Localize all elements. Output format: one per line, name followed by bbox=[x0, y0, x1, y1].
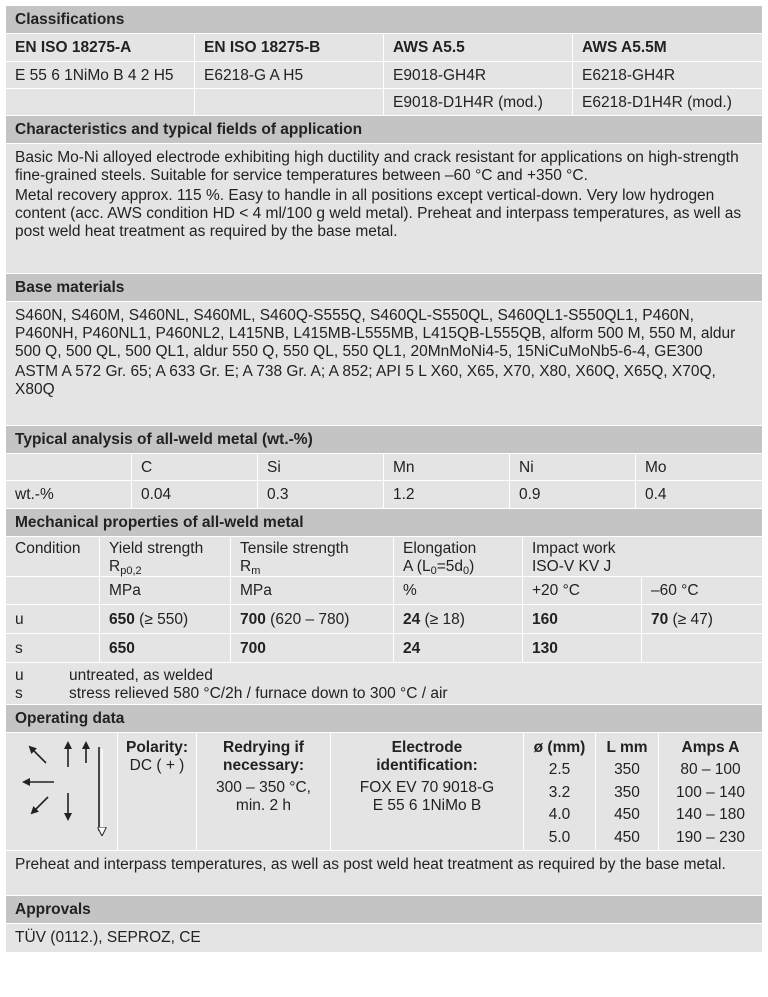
classifications-row-2 bbox=[6, 89, 762, 116]
amps-3: 140 – 180 bbox=[676, 806, 745, 823]
mech-u-ts-val: 700 bbox=[240, 611, 266, 628]
class-r2-c2 bbox=[195, 89, 384, 116]
electrode-id-cell bbox=[331, 733, 524, 851]
polarity-value: DC ( + ) bbox=[129, 757, 185, 774]
mech-h-tensile bbox=[231, 537, 394, 577]
mech-u-ts bbox=[231, 605, 394, 634]
characteristics-paragraph-2: Metal recovery approx. 115 %. Easy to handle in all positions except vertical-down. Very low hydrogen content (acc. AWS condition HD < 4 ml/100 g weld metal). Preheat and interpass temperatures, as well as post weld heat treatment as required by the base metal. bbox=[15, 187, 742, 240]
mech-u-temp1: +20 °C bbox=[523, 577, 642, 605]
mech-u-i20-val: 160 bbox=[532, 611, 558, 628]
analysis-el-mn: Mn bbox=[384, 454, 510, 481]
analysis-elements-row bbox=[6, 454, 762, 481]
polarity-cell bbox=[118, 733, 197, 851]
mech-s-ys-val: 650 bbox=[109, 640, 135, 657]
length-header: L mm bbox=[606, 739, 648, 756]
electrode-label-1: Electrode bbox=[391, 739, 463, 756]
length-1: 350 bbox=[614, 761, 640, 778]
amps-4: 190 – 230 bbox=[676, 828, 745, 846]
analysis-el-mo: Mo bbox=[636, 454, 762, 481]
base-materials-body bbox=[6, 302, 762, 426]
mech-u-blank bbox=[6, 577, 100, 605]
redrying-cell bbox=[197, 733, 331, 851]
mech-h-elong-sub1: 0 bbox=[463, 565, 470, 577]
analysis-val-c: 0.04 bbox=[132, 481, 258, 509]
analysis-val-ni: 0.9 bbox=[510, 481, 636, 509]
mech-u-cond: u bbox=[6, 605, 100, 634]
amps-1: 80 – 100 bbox=[680, 761, 741, 778]
mech-h-tensile-label: Tensile strength bbox=[240, 540, 349, 557]
mech-note-u-key: u bbox=[15, 667, 24, 684]
characteristics-paragraph-1: Basic Mo-Ni alloyed electrode exhibiting high ductility and crack resistant for applications on high-strength fine-grained steels. Suitable for service temperatures between –60 °C and +350 °C. bbox=[15, 149, 739, 184]
length-4: 450 bbox=[614, 828, 640, 846]
mech-u-el-min: (≥ 18) bbox=[420, 611, 465, 628]
mech-h-tensile-sym: R bbox=[240, 558, 252, 575]
analysis-corner bbox=[6, 454, 132, 481]
base-materials-paragraph-2: ASTM A 572 Gr. 65; A 633 Gr. E; A 738 Gr. A; A 852; API 5 L X60, X65, X70, X80, X60Q, X65Q, X70Q, X80Q bbox=[15, 363, 716, 398]
class-col-1: EN ISO 18275-A bbox=[6, 34, 195, 62]
characteristics-body bbox=[6, 144, 762, 274]
polarity-label: Polarity: bbox=[125, 739, 188, 756]
mech-note-u bbox=[15, 667, 753, 685]
class-r1-c4: E6218-GH4R bbox=[573, 62, 762, 89]
mechanical-row-u bbox=[6, 605, 762, 634]
mech-u-i60-min: (≥ 47) bbox=[668, 611, 713, 628]
mechanical-header-row bbox=[6, 537, 762, 577]
class-col-2: EN ISO 18275-B bbox=[195, 34, 384, 62]
mech-h-yield-sym: R bbox=[109, 558, 121, 575]
analysis-el-c: C bbox=[132, 454, 258, 481]
mechanical-units-row bbox=[6, 577, 762, 605]
base-materials-paragraph-1: S460N, S460M, S460NL, S460ML, S460Q-S555Q, S460QL-S550QL, S460QL1-S550QL1, P460N, P460NH, P460NL1, P460NL2, L415NB, L415MB-L555MB, L415QB-L555QB, alform 500 M, 550 M, aldur 500 Q, 500 QL, 500 QL1, aldur 550 Q, 550 QL, 550 QL1, 20MnMoNi4-5, 15NiCuMoNb5-6-4, GE300 bbox=[15, 307, 736, 360]
length-column bbox=[596, 733, 659, 851]
classifications-header-row bbox=[6, 34, 762, 62]
redrying-label-1: Redrying if bbox=[223, 739, 304, 756]
mech-s-ts bbox=[231, 634, 394, 663]
analysis-values-row bbox=[6, 481, 762, 509]
class-r2-c1 bbox=[6, 89, 195, 116]
electrode-label-2: identification: bbox=[376, 757, 478, 774]
mech-u-ys bbox=[100, 605, 231, 634]
mech-u-i60 bbox=[642, 605, 762, 634]
characteristics-header: Characteristics and typical fields of application bbox=[6, 116, 762, 144]
mech-note-s bbox=[15, 685, 753, 703]
operating-body bbox=[6, 733, 762, 851]
mech-h-elong-label: Elongation bbox=[403, 540, 477, 557]
mech-h-elong-a: A (L bbox=[403, 558, 431, 575]
mech-s-i20-val: 130 bbox=[532, 640, 558, 657]
redrying-value-2: min. 2 h bbox=[235, 797, 292, 814]
mech-u-ys-val: 650 bbox=[109, 611, 135, 628]
classifications-header: Classifications bbox=[6, 6, 762, 34]
mech-u-ts-range: (620 – 780) bbox=[265, 611, 350, 628]
mech-note-u-text: untreated, as welded bbox=[69, 667, 213, 684]
diameter-1: 2.5 bbox=[548, 761, 571, 778]
class-r1-c2: E6218-G A H5 bbox=[195, 62, 384, 89]
mech-u-el bbox=[394, 605, 523, 634]
mech-h-elongation bbox=[394, 537, 523, 577]
mech-h-elong-sub0: 0 bbox=[430, 565, 437, 577]
mech-s-cond: s bbox=[6, 634, 100, 663]
class-col-4: AWS A5.5M bbox=[573, 34, 762, 62]
mech-s-ts-val: 700 bbox=[240, 640, 266, 657]
analysis-val-mn: 1.2 bbox=[384, 481, 510, 509]
mech-note-s-text: stress relieved 580 °C/2h / furnace down to 300 °C / air bbox=[69, 685, 448, 702]
base-materials-header: Base materials bbox=[6, 274, 762, 302]
diameter-4: 5.0 bbox=[548, 828, 571, 846]
mech-u-el-val: 24 bbox=[403, 611, 421, 628]
mech-s-el-val: 24 bbox=[403, 640, 421, 657]
mech-u-yield: MPa bbox=[100, 577, 231, 605]
welding-positions-icon bbox=[6, 733, 118, 851]
mechanical-notes bbox=[6, 663, 762, 705]
mechanical-header: Mechanical properties of all-weld metal bbox=[6, 509, 762, 537]
class-r2-c3: E9018-D1H4R (mod.) bbox=[384, 89, 573, 116]
mech-h-yield bbox=[100, 537, 231, 577]
amps-2: 100 – 140 bbox=[676, 783, 745, 801]
redrying-value-1: 300 – 350 °C, bbox=[216, 779, 311, 796]
mech-h-tensile-sub: m bbox=[251, 565, 261, 577]
classifications-row-1 bbox=[6, 62, 762, 89]
diameter-3: 4.0 bbox=[548, 806, 571, 823]
operating-header: Operating data bbox=[6, 705, 762, 733]
diameter-column bbox=[524, 733, 596, 851]
mech-note-s-key: s bbox=[15, 685, 23, 702]
mech-h-impact-standard: ISO-V KV J bbox=[532, 558, 612, 575]
amps-column bbox=[659, 733, 762, 851]
length-2: 350 bbox=[614, 783, 640, 801]
mech-h-condition: Condition bbox=[6, 537, 100, 577]
analysis-val-mo: 0.4 bbox=[636, 481, 762, 509]
mechanical-row-s bbox=[6, 634, 762, 663]
class-r1-c3: E9018-GH4R bbox=[384, 62, 573, 89]
mech-u-i60-val: 70 bbox=[651, 611, 669, 628]
mech-h-impact-label: Impact work bbox=[532, 540, 616, 557]
length-3: 450 bbox=[614, 806, 640, 823]
mech-u-temp2: –60 °C bbox=[642, 577, 762, 605]
analysis-el-si: Si bbox=[258, 454, 384, 481]
mech-h-impact bbox=[523, 537, 762, 577]
redrying-label-2: necessary: bbox=[222, 757, 304, 774]
electrode-value-2: E 55 6 1NiMo B bbox=[372, 797, 482, 814]
diameter-header: ø (mm) bbox=[533, 739, 586, 756]
welding-positions-diagram bbox=[6, 733, 118, 851]
operating-note-text: Preheat and interpass temperatures, as well as post weld heat treatment as required by the base metal. bbox=[15, 856, 726, 873]
mech-u-i20 bbox=[523, 605, 642, 634]
class-r2-c4: E6218-D1H4R (mod.) bbox=[573, 89, 762, 116]
diameter-2: 3.2 bbox=[548, 783, 571, 801]
class-r1-c1: E 55 6 1NiMo B 4 2 H5 bbox=[6, 62, 195, 89]
operating-note bbox=[6, 851, 762, 896]
mech-h-elong-end: ) bbox=[469, 558, 475, 575]
amps-header: Amps A bbox=[681, 739, 740, 756]
datasheet bbox=[6, 6, 762, 952]
analysis-row-label: wt.-% bbox=[6, 481, 132, 509]
mech-u-ys-min: (≥ 550) bbox=[134, 611, 189, 628]
analysis-val-si: 0.3 bbox=[258, 481, 384, 509]
approvals-body: TÜV (0112.), SEPROZ, CE bbox=[6, 924, 762, 952]
mech-h-elong-mid: =5d bbox=[436, 558, 463, 575]
analysis-header: Typical analysis of all-weld metal (wt.-%) bbox=[6, 426, 762, 454]
approvals-header: Approvals bbox=[6, 896, 762, 924]
mech-s-el bbox=[394, 634, 523, 663]
analysis-el-ni: Ni bbox=[510, 454, 636, 481]
electrode-value-1: FOX EV 70 9018-G bbox=[359, 779, 495, 796]
mech-s-i20 bbox=[523, 634, 642, 663]
mech-h-yield-sub: p0,2 bbox=[120, 565, 142, 577]
mech-s-i60 bbox=[642, 634, 762, 663]
mech-u-tensile: MPa bbox=[231, 577, 394, 605]
mech-s-ys bbox=[100, 634, 231, 663]
class-col-3: AWS A5.5 bbox=[384, 34, 573, 62]
mech-h-yield-label: Yield strength bbox=[109, 540, 204, 557]
mech-u-elong: % bbox=[394, 577, 523, 605]
